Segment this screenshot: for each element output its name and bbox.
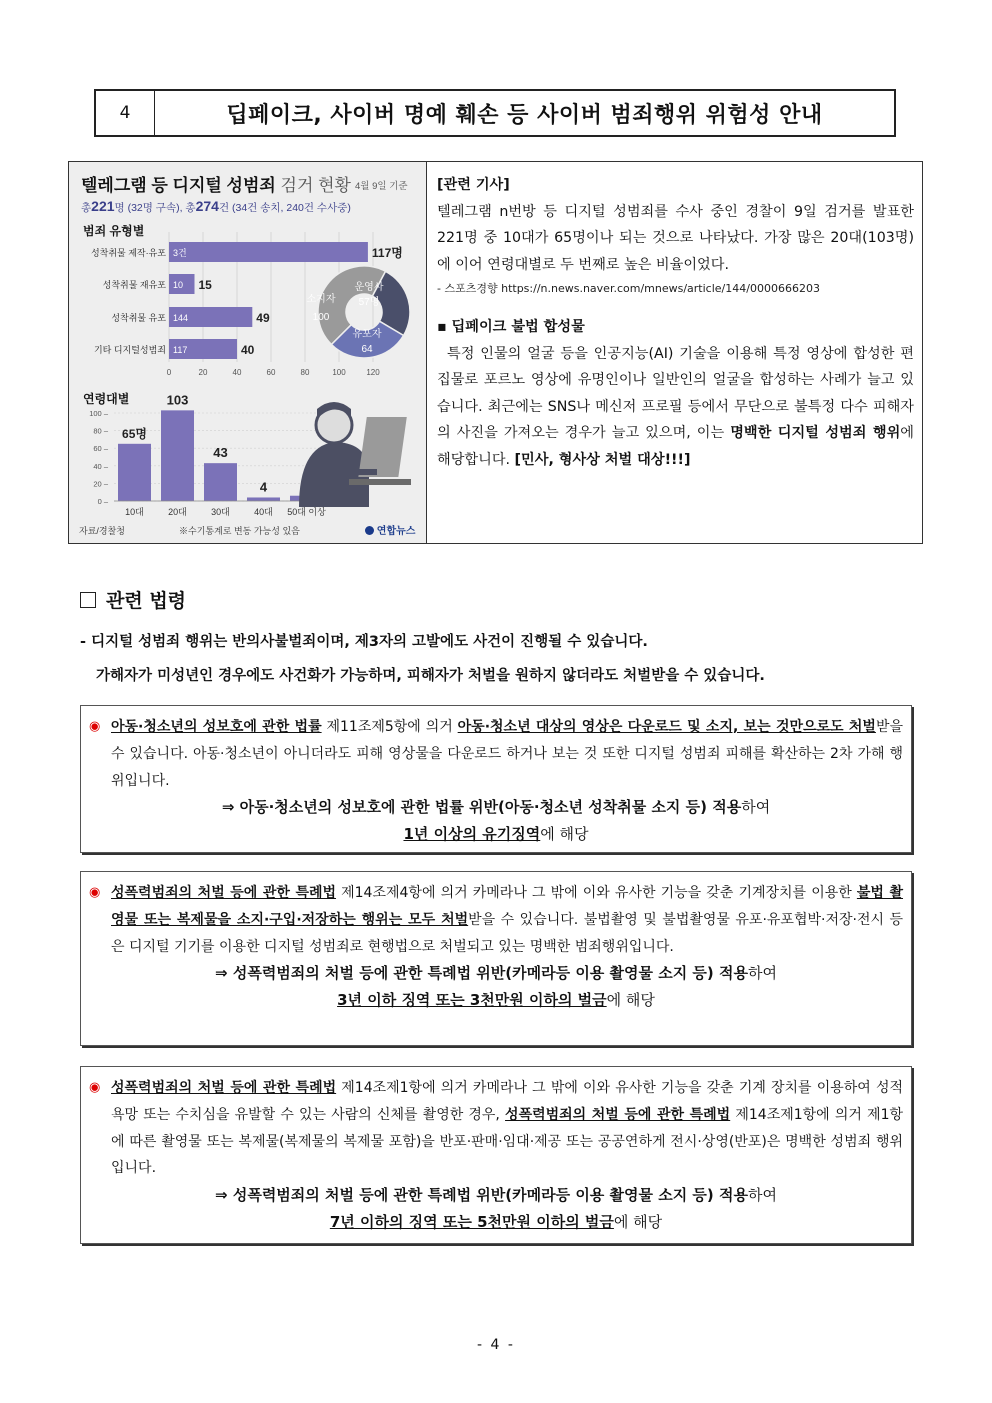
law-text: 성폭력범죄의 처벌 등에 관한 특례법 제14조제4항에 의거 카메라나 그 밖에 이와 유사한 기능을 갖춘 기계장치를 이용한 불법 촬영물 또는 복제물을 소지·구입·저장하는 행위는 모두 처벌받을 수 있습니다. 불법촬영 및 불법촬영물 유포·유포협박·저장·전시 등은 디지털 기기를 이용한 디지털 성범죄로 현행법으로 처벌되고 있는 명백한 범죄행위입니다. (111, 885, 904, 955)
infographic (69, 162, 427, 543)
law-intro-line-1: - 디지털 성범죄 행위는 반의사불벌죄이며, 제3자의 고발에도 사건이 진행될 수 있습니다. (80, 634, 648, 650)
x-tick-label: 50대 이상 (287, 507, 326, 517)
law-box-2 (80, 871, 912, 1046)
x-tick-label: 0 (166, 368, 172, 377)
page-number: - 4 - (477, 1337, 515, 1353)
infographic-subtitle: 총221명 (32명 구속), 총274건 (34건 송치, 240건 수사중) (81, 198, 351, 214)
target-bullet-icon: ◉ (89, 885, 101, 900)
bar-inner-label: 10 (173, 280, 184, 290)
category-label: 성착취물 유포 (111, 313, 166, 323)
y-tick-label: 80 – (93, 426, 108, 436)
category-label: 성착취물 재유포 (102, 280, 166, 290)
category-label: 기타 디지털성범죄 (93, 345, 166, 355)
y-tick-label: 20 – (93, 479, 108, 489)
infographic-title: 텔레그램 등 디지털 성범죄 검거 현황 (81, 176, 351, 195)
x-tick-label: 20대 (168, 507, 187, 517)
law-application: ⇒ 성폭력범죄의 처벌 등에 관한 특례법 위반(카메라등 이용 촬영물 소지 등) 적용하여 (215, 964, 777, 983)
y-tick-label: 100 – (89, 409, 108, 418)
checkbox-square-icon (80, 592, 96, 608)
bar (118, 444, 151, 501)
pie-label: 소지자 (306, 294, 336, 305)
pie-label: 100 (312, 312, 330, 323)
bar-value-label: 15 (198, 278, 212, 292)
infographic-note: ※수기통계로 변동 가능성 있음 (179, 526, 300, 536)
bar-value-label: 43 (213, 445, 228, 461)
x-tick-label: 40대 (254, 507, 273, 517)
x-tick-label: 80 (300, 368, 310, 377)
x-tick-label: 120 (366, 368, 380, 377)
law-box-1 (80, 705, 912, 853)
x-tick-label: 30대 (211, 507, 230, 517)
category-label: 성착취물 제작·유포 (90, 248, 166, 258)
bar-value-label: 65명 (122, 426, 147, 441)
law-box-3 (80, 1066, 912, 1244)
bar-inner-label: 144 (173, 313, 189, 323)
article-body: 텔레그램 n번방 등 디지털 성범죄를 수사 중인 경찰이 9일 검거를 발표한 221명 중 10대가 65명이나 되는 것으로 나타났다. 가장 많은 20대(103명)에 이어 연령대별로 두 번째로 높은 비율이었다. (437, 203, 914, 273)
law-penalty: 1년 이상의 유기징역에 해당 (403, 825, 589, 844)
law-penalty: 7년 이하의 징역 또는 5천만원 이하의 벌금에 해당 (329, 1212, 663, 1231)
infographic-date: 4월 9일 기준 (355, 181, 408, 192)
y-tick-label: 40 – (93, 461, 108, 471)
bar (169, 242, 368, 262)
deepfake-body: 특정 인물의 얼굴 등을 인공지능(AI) 기술을 이용해 특정 영상에 합성한 편집물로 포르노 영상에 유명인이나 일반인의 얼굴을 합성하는 사례가 늘고 있습니다. 최근에는 SNS나 메신저 프로필 등에서 무단으로 불특정 다수 피해자의 사진을 가져오는 경우가 늘고 있으며, 이는 명백한 디지털 성범죄 행위에 해당합니다. [민사, 형사상 처벌 대상!!!] (437, 345, 914, 468)
x-tick-label: 40 (232, 368, 242, 377)
yonhap-logo: 연합뉴스 (365, 522, 415, 537)
law-application: ⇒ 아동·청소년의 성보호에 관한 법률 위반(아동·청소년 성착취물 소지 등) 적용하여 (221, 798, 771, 817)
target-bullet-icon: ◉ (89, 1080, 101, 1095)
section-number: 4 (96, 91, 155, 135)
law-text: 아동·청소년의 성보호에 관한 법률 제11조제5항에 의거 아동·청소년 대상의 영상은 다운로드 및 소지, 보는 것만으로도 처벌받을 수 있습니다. 아동·청소년이 아니더라도 피해 영상물을 다운로드 하거나 보는 것 또한 디지털 성범죄 피해를 확산하는 2차 가해 행위입니다. (111, 719, 903, 789)
y-tick-label: 0 – (97, 497, 108, 506)
bar-value-label: 49 (256, 311, 270, 325)
bar-inner-label: 117 (173, 345, 188, 355)
bar (204, 463, 237, 501)
bar-value-label: 40 (241, 343, 255, 357)
law-application: ⇒ 성폭력범죄의 처벌 등에 관한 특례법 위반(카메라등 이용 촬영물 소지 등) 적용하여 (215, 1186, 777, 1205)
deepfake-subtitle: ▪ 딥페이크 불법 합성물 (437, 319, 585, 335)
law-penalty: 3년 이하 징역 또는 3천만원 이하의 벌금에 해당 (337, 991, 655, 1010)
y-tick-label: 60 – (93, 444, 108, 454)
bar-value-label: 117명 (371, 246, 403, 260)
person-laptop-illustration (289, 387, 419, 517)
article-table (68, 161, 923, 544)
page-title: 딥페이크, 사이버 명예 훼손 등 사이버 범죄행위 위험성 안내 (226, 102, 823, 128)
article-source: - 스포츠경향 https://n.news.naver.com/mnews/article/144/0000666203 (437, 282, 820, 295)
pie-label: 운영사 (354, 282, 384, 293)
bar-inner-label: 3건 (173, 248, 187, 258)
title-box (94, 89, 896, 137)
bar (247, 497, 280, 501)
article-panel (427, 162, 922, 543)
x-tick-label: 100 (332, 368, 346, 377)
x-tick-label: 60 (266, 368, 276, 377)
pie-label: 64 (361, 344, 373, 355)
bar (161, 410, 194, 501)
pie-label: 57명 (358, 297, 380, 308)
age-label: 연령대별 (83, 392, 130, 406)
crime-type-label: 범죄 유형별 (83, 224, 145, 238)
law-section-title: 관련 법령 (80, 586, 186, 613)
infographic-source: 자료/경찰청 (79, 526, 125, 536)
target-bullet-icon: ◉ (89, 719, 101, 734)
law-text: 성폭력범죄의 처벌 등에 관한 특례법 제14조제1항에 의거 카메라나 그 밖에 이와 유사한 기능을 갖춘 기계 장치를 이용하여 성적 욕망 또는 수치심을 유발할 수 있는 사람의 신체를 촬영한 경우, 성폭력범죄의 처벌 등에 관한 특례법 제14조제1항에 의거 제1항에 따른 촬영물 또는 복제물(복제물의 복제물 포함)을 반포·판매·임대·제공 또는 공공연하게 전시·상영(반포)은 명백한 성범죄 행위입니다. (111, 1080, 903, 1177)
bar-value-label: 103 (166, 392, 189, 408)
x-tick-label: 20 (198, 368, 208, 377)
article-header: [관련 기사] (437, 177, 510, 193)
pie-label: 유포자 (352, 329, 382, 340)
law-intro-line-2: 가해자가 미성년인 경우에도 사건화가 가능하며, 피해자가 처벌을 원하지 않더라도 처벌받을 수 있습니다. (96, 668, 765, 684)
bar-value-label: 4 (259, 479, 268, 495)
x-tick-label: 10대 (125, 507, 144, 517)
